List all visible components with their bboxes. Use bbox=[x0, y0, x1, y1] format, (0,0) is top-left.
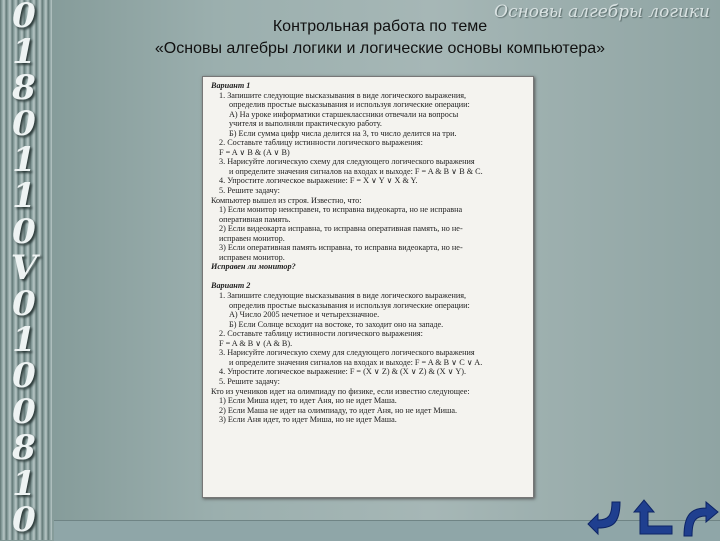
left-decorative-strip bbox=[0, 0, 52, 540]
document-line: 2) Если видеокарта исправна, то исправна оперативная память, но не- bbox=[219, 224, 463, 234]
strip-digit: 1 bbox=[12, 320, 36, 360]
document-line: 3) Если Аня идет, то идет Миша, но не идет Маша. bbox=[219, 415, 397, 425]
forward-arrow-icon[interactable] bbox=[676, 494, 720, 538]
title-line-1: Контрольная работа по теме bbox=[272, 18, 488, 35]
brand-title: Основы алгебры логики bbox=[494, 2, 710, 22]
document-line: F = A & B ∨ (A & B). bbox=[219, 338, 293, 348]
document-line: оперативная память. bbox=[219, 214, 291, 224]
scanned-test-document bbox=[202, 76, 534, 498]
document-line: 2) Если Маша не идет на олимпиаду, то идет Аня, но не идет Миша. bbox=[219, 405, 458, 415]
strip-digit: 8 bbox=[12, 428, 36, 468]
document-line: Б) Если Солнце всходит на востоке, то заходит оно на западе. bbox=[229, 319, 444, 329]
document-line: 3. Нарисуйте логическую схему для следующего логического выражения bbox=[219, 157, 475, 167]
document-line: 5. Решите задачу: bbox=[219, 186, 280, 196]
document-line: 3) Если оперативная память исправна, то исправна видеокарта, но не- bbox=[219, 243, 463, 253]
strip-digit: 1 bbox=[12, 464, 36, 504]
strip-digit: 0 bbox=[12, 104, 36, 144]
strip-digit: 1 bbox=[12, 140, 36, 180]
document-line: Компьютер вышел из строя. Известно, что: bbox=[211, 195, 362, 205]
document-line: определив простые высказывания и используя логические операции: bbox=[229, 100, 470, 110]
document-line: определив простые высказывания и используя логические операции: bbox=[229, 300, 470, 310]
strip-digit: 0 bbox=[12, 284, 36, 324]
document-text bbox=[203, 77, 533, 425]
strip-digit: 0 bbox=[12, 212, 36, 252]
document-line: исправен монитор. bbox=[219, 233, 285, 243]
document-line: и определите значения сигналов на входах и выходе: F = A & B ∨ B & C. bbox=[229, 166, 483, 176]
document-line: 1) Если монитор неисправен, то исправна видеокарта, но не исправна bbox=[219, 205, 463, 215]
document-line: Вариант 1 bbox=[211, 81, 251, 90]
document-line: А) Число 2005 нечетное и четырехзначное. bbox=[229, 310, 380, 320]
document-line: Б) Если сумма цифр числа делится на 3, то число делится на три. bbox=[229, 128, 457, 138]
document-line bbox=[211, 272, 527, 282]
document-line: А) На уроке информатики старшеклассники отвечали на вопросы bbox=[229, 109, 459, 119]
strip-digit: 0 bbox=[12, 500, 36, 540]
document-line: 2. Составьте таблицу истинности логического выражения: bbox=[219, 329, 423, 339]
title-line-2: «Основы алгебры логики и логические основы компьютера» bbox=[154, 40, 606, 57]
strip-digit: V bbox=[10, 248, 38, 288]
page-title bbox=[100, 16, 660, 60]
strip-digit: 0 bbox=[12, 392, 36, 432]
document-line: 1. Запишите следующие высказывания в виде логического выражения, bbox=[219, 291, 467, 301]
document-line: 5. Решите задачу: bbox=[219, 376, 280, 386]
strip-digit: 0 bbox=[12, 0, 36, 36]
document-line: 1) Если Миша идет, то идет Аня, но не идет Маша. bbox=[219, 396, 397, 406]
strip-digit: 1 bbox=[12, 176, 36, 216]
document-line: исправен монитор. bbox=[219, 252, 285, 262]
up-arrow-icon[interactable] bbox=[632, 494, 676, 538]
document-line: 4. Упростите логическое выражение: F = (X ∨ Z) & (X ∨ Z) & (X ∨ Y). bbox=[219, 367, 467, 377]
strip-digit: 8 bbox=[12, 68, 36, 108]
document-line: 1. Запишите следующие высказывания в виде логического выражения, bbox=[219, 90, 467, 100]
document-line: 2. Составьте таблицу истинности логического выражения: bbox=[219, 138, 423, 148]
document-line: F = A ∨ B & (A ∨ B) bbox=[219, 147, 290, 157]
document-line: 4. Упростите логическое выражение: F = X ∨ Y ∨ X & Y. bbox=[219, 176, 418, 186]
document-line: Кто из учеников идет на олимпиаду по физике, если известно следующее: bbox=[211, 386, 470, 396]
document-line: и определите значения сигналов на входах и выходе: F = A & B ∨ C ∨ A. bbox=[229, 357, 483, 367]
document-line: учителя и выполняли практическую работу. bbox=[229, 119, 382, 129]
document-line: Вариант 2 bbox=[211, 281, 251, 291]
document-line: 3. Нарисуйте логическую схему для следующего логического выражения bbox=[219, 348, 475, 358]
strip-digit: 0 bbox=[12, 356, 36, 396]
strip-digit: 1 bbox=[12, 32, 36, 72]
back-arrow-icon[interactable] bbox=[586, 494, 630, 538]
document-line: Исправен ли монитор? bbox=[211, 262, 296, 272]
